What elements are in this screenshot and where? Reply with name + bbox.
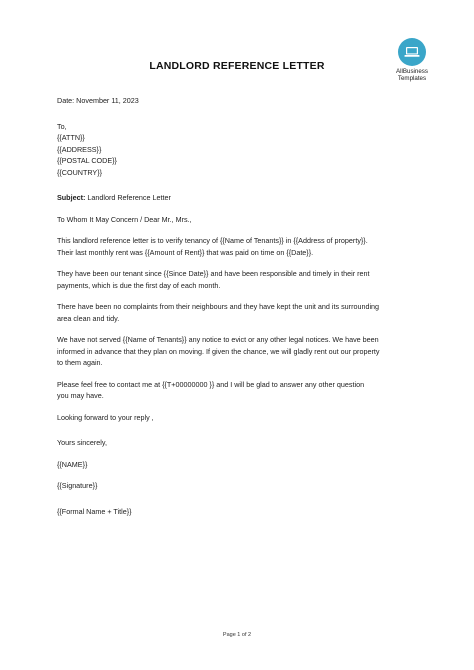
paragraph-line: We have not served {{Name of Tenants}} any notice to evict or any other legal notices. We have been <box>57 335 379 344</box>
subject-line <box>57 192 417 204</box>
brand-name-line1: AllBusiness <box>396 68 428 75</box>
paragraph-line: to them again. <box>57 358 103 367</box>
address-country: {{COUNTRY}} <box>57 167 103 177</box>
page-indicator: Page 1 of 2 <box>222 632 252 638</box>
paragraph-line: This landlord reference letter is to verify tenancy of {{Name of Tenants}} in {{Address of property}}. <box>57 236 368 245</box>
address-postal-code: {{POSTAL CODE}} <box>57 156 117 165</box>
closing-line: Looking forward to your reply , <box>57 412 154 422</box>
paragraph-line: payments, which is due the first day of each month. <box>57 280 221 290</box>
paragraph-line: Please feel free to contact me at {{T+00000000 }} and I will be glad to answer any other question <box>57 379 365 389</box>
letter-body <box>57 95 417 517</box>
address-attn: {{ATTN}} <box>57 133 85 142</box>
paragraph-tenancy <box>57 235 417 258</box>
sign-off: Yours sincerely, <box>57 438 107 447</box>
paragraph-line: Their last monthly rent was {{Amount of Rent}} that was paid on time on {{Date}}. <box>57 247 314 257</box>
subject-text: Landlord Reference Letter <box>85 193 171 202</box>
signature-placeholder: {{Signature}} <box>57 481 98 490</box>
salutation: To Whom It May Concern / Dear Mr., Mrs., <box>57 214 192 224</box>
paragraph-line: area clean and tidy. <box>57 313 120 323</box>
paragraph-notices <box>57 334 417 369</box>
paragraph-complaints <box>57 301 417 324</box>
paragraph-contact <box>57 379 417 402</box>
paragraph-line: They have been our tenant since {{Since Date}} and have been responsible and timely in their rent <box>57 269 370 278</box>
to-label: To, <box>57 121 67 131</box>
brand-name-line2: Templates <box>397 75 427 82</box>
subject-label: Subject: <box>57 193 86 202</box>
paragraph-payments <box>57 268 417 291</box>
paragraph-line: There have been no complaints from their neighbours and they have kept the unit and its surrounding <box>57 302 380 311</box>
formal-name-placeholder: {{Formal Name + Title}} <box>57 506 132 516</box>
paragraph-line: informed in advance that they plan on moving. If given the chance, we will gladly rent out our property <box>57 346 380 356</box>
page-title: LANDLORD REFERENCE LETTER <box>149 60 325 72</box>
letter-date: Date: November 11, 2023 <box>57 96 139 105</box>
address-street: {{ADDRESS}} <box>57 144 102 154</box>
paragraph-line: you may have. <box>57 391 104 400</box>
name-placeholder: {{NAME}} <box>57 459 88 469</box>
